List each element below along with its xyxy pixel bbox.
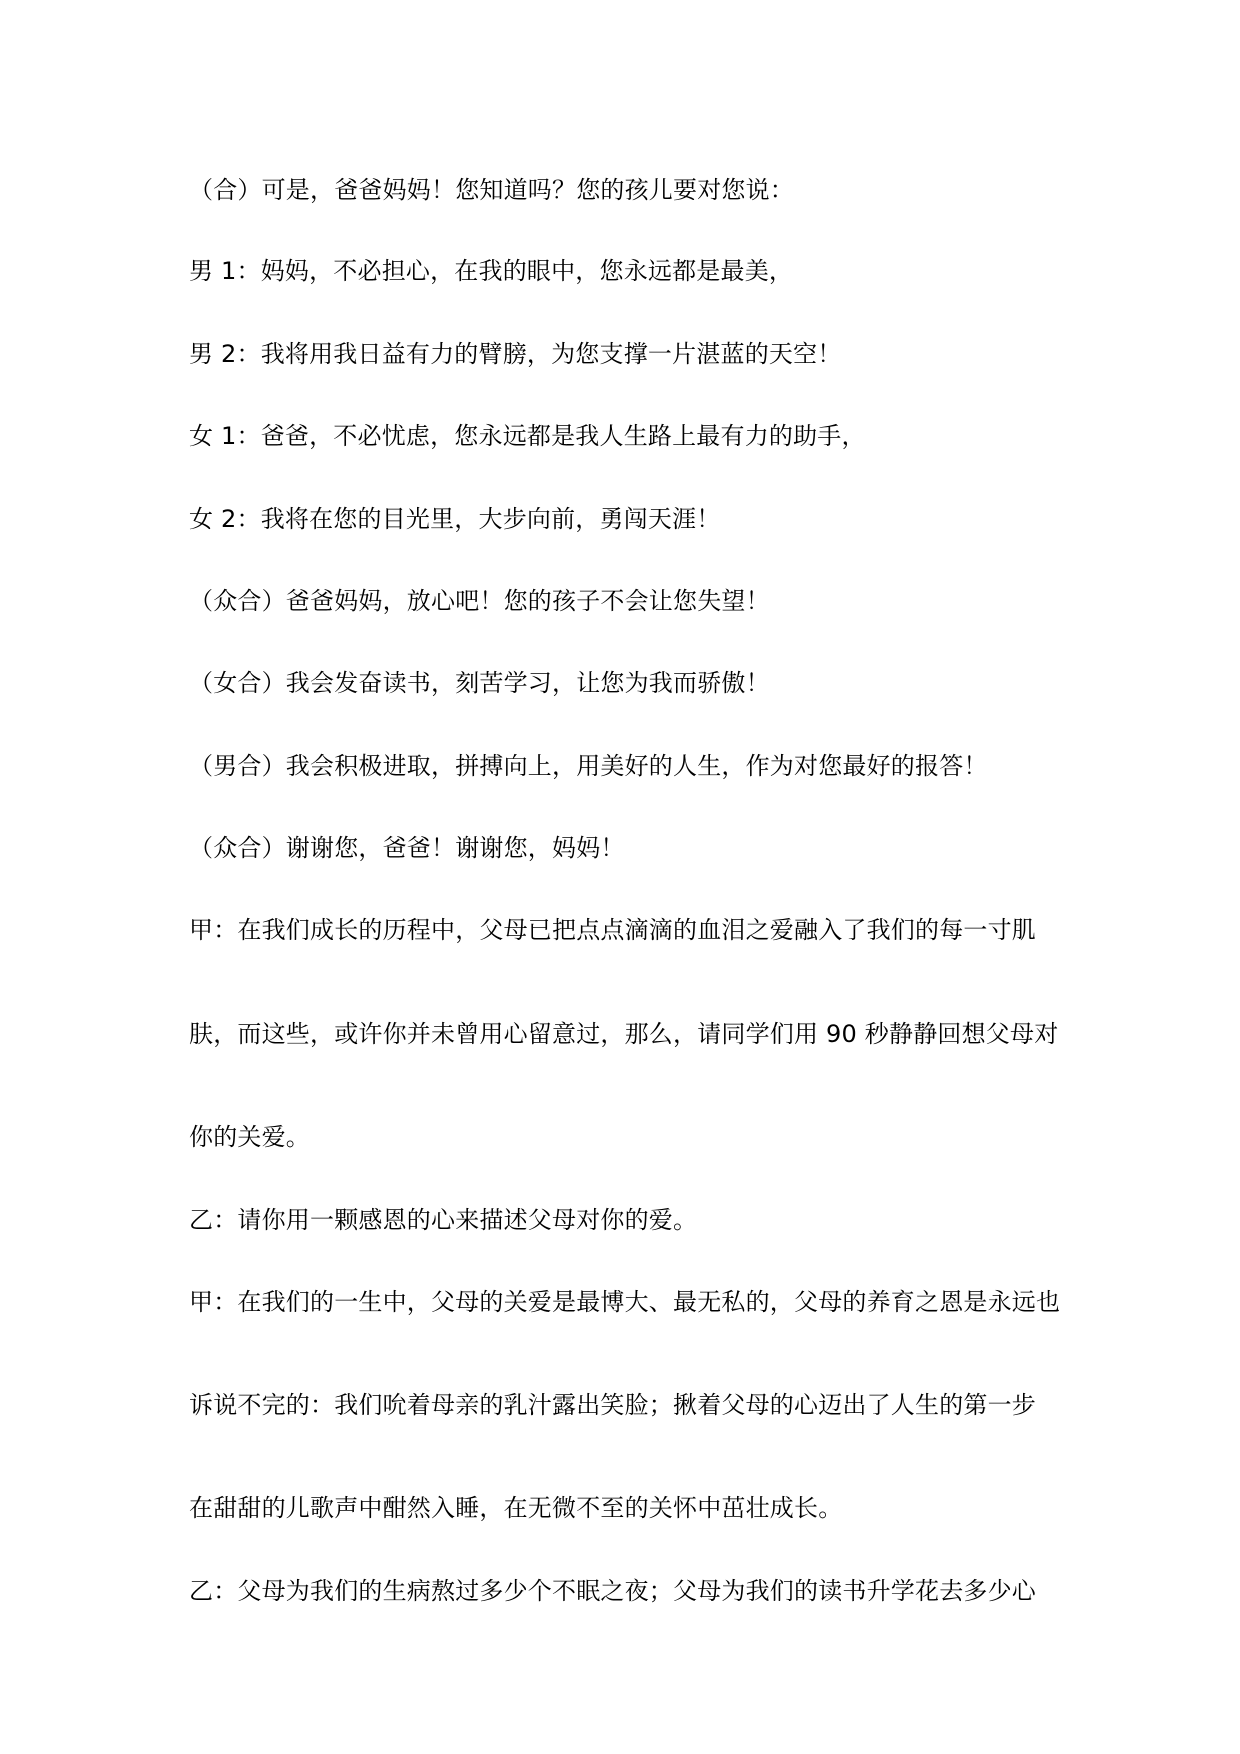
text-line: 女 1：爸爸，不必忧虑，您永远都是我人生路上最有力的助手， [189, 422, 866, 450]
text-line: 在甜甜的儿歌声中酣然入睡，在无微不至的关怀中茁壮成长。 [189, 1494, 843, 1522]
text-line: 乙：请你用一颗感恩的心来描述父母对你的爱。 [189, 1206, 698, 1234]
text-line: （男合）我会积极进取，拼搏向上，用美好的人生，作为对您最好的报答！ [189, 752, 988, 780]
text-line: 甲：在我们成长的历程中，父母已把点点滴滴的血泪之爱融入了我们的每一寸肌 [189, 916, 1036, 944]
text-line: 男 2：我将用我日益有力的臂膀，为您支撑一片湛蓝的天空！ [189, 340, 842, 368]
text-line: 甲：在我们的一生中，父母的关爱是最博大、最无私的，父母的养育之恩是永远也 [189, 1288, 1061, 1316]
text-line: 女 2：我将在您的目光里，大步向前，勇闯天涯！ [189, 505, 721, 533]
text-line: （众合）谢谢您，爸爸！谢谢您，妈妈！ [189, 834, 625, 862]
text-line: （众合）爸爸妈妈，放心吧！您的孩子不会让您失望！ [189, 587, 770, 615]
text-line: 男 1：妈妈，不必担心，在我的眼中，您永远都是最美， [189, 257, 794, 285]
text-line: 诉说不完的：我们吮着母亲的乳汁露出笑脸；揪着父母的心迈出了人生的第一步 [189, 1391, 1036, 1419]
text-line: 肤，而这些，或许你并未曾用心留意过，那么，请同学们用 90 秒静静回想父母对 [189, 1020, 1059, 1048]
text-line: （合）可是，爸爸妈妈！您知道吗？您的孩儿要对您说： [189, 176, 794, 204]
text-line: 乙：父母为我们的生病熬过多少个不眠之夜；父母为我们的读书升学花去多少心 [189, 1577, 1036, 1605]
text-line: （女合）我会发奋读书，刻苦学习，让您为我而骄傲！ [189, 669, 770, 697]
text-line: 你的关爱。 [189, 1123, 310, 1151]
